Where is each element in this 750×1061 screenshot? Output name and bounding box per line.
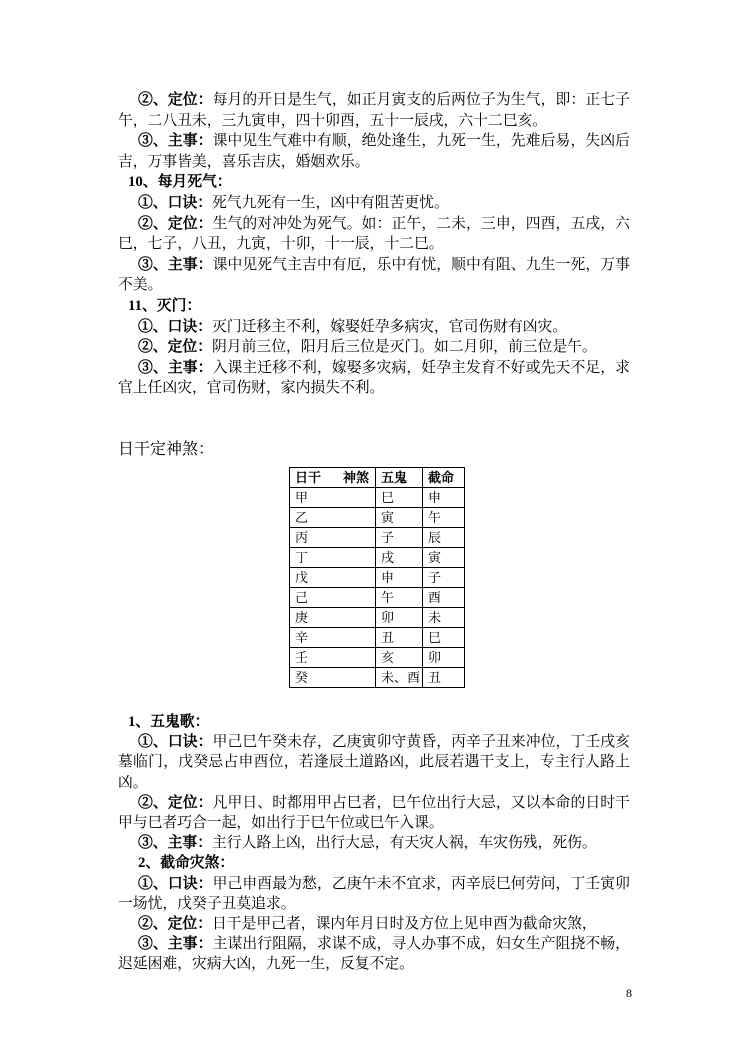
cell-jieming: 寅 xyxy=(423,548,465,568)
cell-wugui: 亥 xyxy=(376,648,423,668)
cell-day-stem: 乙 xyxy=(290,508,376,528)
section-heading-wugui-song: 1、五鬼歌： xyxy=(128,714,210,730)
paragraph-label: ③、主事： xyxy=(138,133,213,150)
siqi-effect-paragraph xyxy=(118,255,630,296)
paragraph-label: ③、主事： xyxy=(138,256,213,273)
table-row xyxy=(290,628,465,648)
upper-text-block xyxy=(118,90,630,399)
paragraph-text: 主行人路上凶，出行大忌，有天灾人祸，车灾伤残，死伤。 xyxy=(212,835,597,852)
header-day-stem: 日干 xyxy=(295,469,322,485)
cell-jieming: 丑 xyxy=(423,668,465,688)
cell-day-stem: 丙 xyxy=(290,528,376,548)
table-row xyxy=(290,528,465,548)
paragraph-label: ②、定位： xyxy=(138,794,213,811)
table-row xyxy=(290,548,465,568)
shengqi-location-paragraph xyxy=(118,90,630,131)
paragraph-label: ②、定位： xyxy=(138,215,213,232)
jieming-effect-paragraph xyxy=(118,934,630,974)
paragraph-text: 入课主迁移不利，嫁娶多灾病，妊孕主发育不好或先天不足，求官上任凶灾，官司伤财，家内损失不利。 xyxy=(118,359,630,397)
wugui-location-paragraph xyxy=(118,793,630,833)
cell-wugui: 戌 xyxy=(376,548,423,568)
cell-day-stem: 丁 xyxy=(290,548,376,568)
paragraph-text: 生气的对冲处为死气。如：正午，二未，三申，四酉，五戌，六巳，七子，八丑，九寅，十卯，十一辰，十二巳。 xyxy=(118,215,630,253)
siqi-formula-paragraph xyxy=(118,193,630,214)
cell-wugui: 申 xyxy=(376,568,423,588)
header-shensha: 神煞 xyxy=(343,469,370,485)
cell-jieming: 酉 xyxy=(423,588,465,608)
paragraph-label: ③、主事： xyxy=(138,936,213,953)
cell-day-stem: 辛 xyxy=(290,628,376,648)
paragraph-label: ②、定位： xyxy=(138,92,213,108)
paragraph-label: ①、口诀： xyxy=(138,734,213,751)
siqi-location-paragraph xyxy=(118,214,630,255)
header-cell-wugui: 五鬼 xyxy=(376,468,423,488)
cell-jieming: 巳 xyxy=(423,628,465,648)
cell-day-stem: 己 xyxy=(290,588,376,608)
paragraph-text: 凡甲日、时都用甲占巳者，巳午位出行大忌，又以本命的日时干甲与巳者巧合一起，如出行于巳午位或巳午入课。 xyxy=(118,794,630,832)
lower-text-block xyxy=(118,712,630,975)
wugui-effect-paragraph xyxy=(118,833,630,853)
section-heading-monthly-siqi: 10、每月死气： xyxy=(128,174,232,191)
paragraph-text: 死气九死有一生，凶中有阻苦更忧。 xyxy=(212,194,449,211)
paragraph-text: 主谋出行阻隔，求谋不成，寻人办事不成，妇女生产阻挠不畅，迟延困难，灾病大凶，九死一生，反复不定。 xyxy=(118,936,630,973)
paragraph-text: 每月的开日是生气，如正月寅支的后两位子为生气，即：正七子午，二八丑未，三九寅申，四十卯酉，五十一辰戌，六十二巳亥。 xyxy=(118,92,630,129)
cell-jieming: 未 xyxy=(423,608,465,628)
table-row xyxy=(290,608,465,628)
cell-day-stem: 庚 xyxy=(290,608,376,628)
table-row xyxy=(290,568,465,588)
table-section-heading: 日干定神煞： xyxy=(118,439,215,458)
paragraph-text: 甲己申酉最为愁，乙庚午未不宜求，丙辛辰巳何劳问，丁壬寅卯一场忧，戊癸子丑莫追求。 xyxy=(118,875,630,912)
cell-wugui: 子 xyxy=(376,528,423,548)
header-cell-day-stem-shensha xyxy=(290,468,376,488)
cell-wugui: 丑 xyxy=(376,628,423,648)
cell-jieming: 辰 xyxy=(423,528,465,548)
jieming-formula-paragraph xyxy=(118,874,630,914)
table-header-row xyxy=(290,468,465,488)
cell-wugui: 午 xyxy=(376,588,423,608)
cell-day-stem: 甲 xyxy=(290,488,376,508)
jieming-location-paragraph xyxy=(118,914,630,934)
miemen-formula-paragraph xyxy=(118,317,630,338)
cell-jieming: 申 xyxy=(423,488,465,508)
cell-jieming: 午 xyxy=(423,508,465,528)
table-row xyxy=(290,648,465,668)
cell-wugui: 寅 xyxy=(376,508,423,528)
paragraph-text: 课中见生气难中有顺，绝处逢生，九死一生，先难后易，失凶后吉，万事皆美，喜乐吉庆，婚姻欢乐。 xyxy=(118,133,630,170)
day-stem-shensha-table xyxy=(289,467,465,688)
paragraph-text: 阴月前三位，阳月后三位是灭门。如二月卯，前三位是午。 xyxy=(212,339,597,356)
cell-jieming: 子 xyxy=(423,568,465,588)
wugui-formula-paragraph xyxy=(118,732,630,793)
cell-day-stem: 癸 xyxy=(290,668,376,688)
paragraph-text: 日干是甲己者，课内年月日时及方位上见申酉为截命灾煞， xyxy=(212,916,597,933)
table-row xyxy=(290,488,465,508)
paragraph-text: 灭门迁移主不利，嫁娶妊孕多病灾，官司伤财有凶灾。 xyxy=(212,318,568,335)
paragraph-label: ②、定位： xyxy=(138,339,212,356)
paragraph-label: ①、口诀： xyxy=(138,318,212,335)
paragraph-label: ③、主事： xyxy=(138,359,213,376)
cell-wugui: 巳 xyxy=(376,488,423,508)
shengqi-effect-paragraph xyxy=(118,131,630,172)
table-row xyxy=(290,668,465,688)
paragraph-label: ②、定位： xyxy=(138,916,212,933)
table-row xyxy=(290,508,465,528)
paragraph-text: 甲己巳午癸未存，乙庚寅卯守黄昏，丙辛子丑来冲位，丁壬戌亥墓临门，戊癸忌占申酉位，若逢辰土道路凶，此辰若遇干支上，专主行人路上凶。 xyxy=(118,734,630,791)
miemen-effect-paragraph xyxy=(118,358,630,399)
cell-wugui: 卯 xyxy=(376,608,423,628)
cell-day-stem: 戊 xyxy=(290,568,376,588)
paragraph-text: 课中见死气主吉中有厄，乐中有忧，顺中有阻、九生一死，万事不美。 xyxy=(118,256,630,294)
cell-wugui: 未、酉 xyxy=(376,668,423,688)
header-cell-jieming: 截命 xyxy=(423,468,465,488)
cell-jieming: 卯 xyxy=(423,648,465,668)
section-heading-miemen: 11、灭门： xyxy=(128,297,202,314)
table-row xyxy=(290,588,465,608)
paragraph-label: ①、口诀： xyxy=(138,875,213,892)
page-number: 8 xyxy=(626,986,632,1000)
paragraph-label: ③、主事： xyxy=(138,835,212,852)
miemen-location-paragraph xyxy=(118,337,630,358)
section-heading-jieming: 2、截命灾煞： xyxy=(138,855,235,872)
paragraph-label: ①、口诀： xyxy=(138,194,212,211)
cell-day-stem: 壬 xyxy=(290,648,376,668)
